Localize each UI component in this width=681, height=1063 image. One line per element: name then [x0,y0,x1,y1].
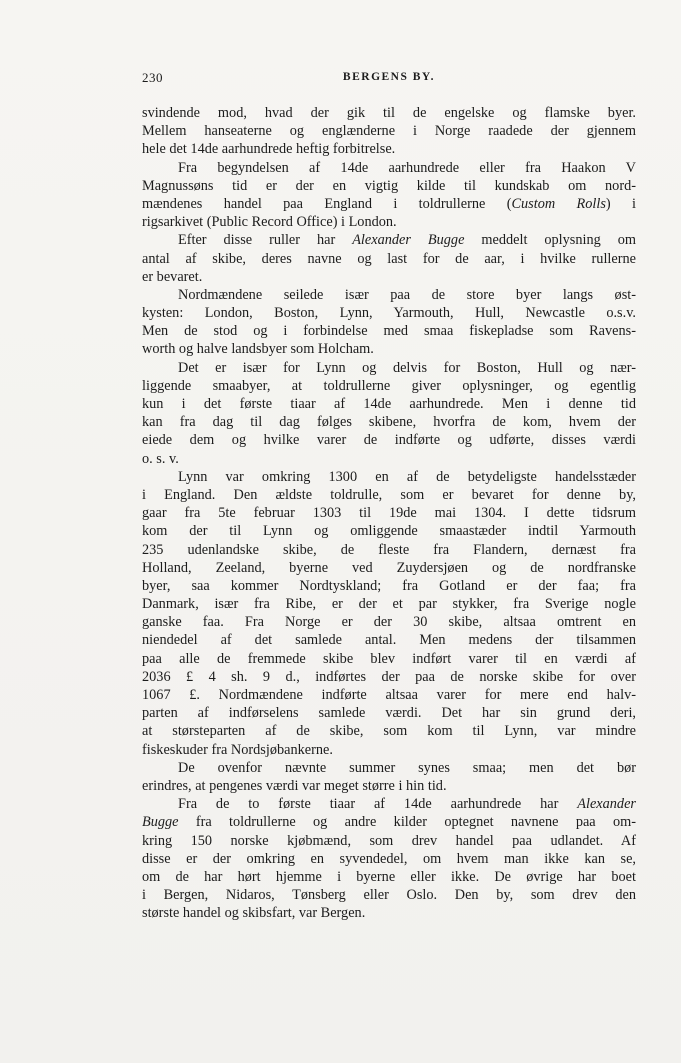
page-number: 230 [142,70,163,85]
text-line: kysten: London, Boston, Lynn, Yarmouth, Hull, Newcastle o.s.v. [142,305,636,322]
text-line: liggende smaabyer, at toldrullerne giver oplysninger, og egentlig [142,377,636,394]
running-title: BERGENS BY. [342,71,436,83]
text-line: om de har hørt hjemme i byerne eller ikke. De øvrige har boet [142,868,636,885]
page-header [142,70,636,90]
text-line: Det er især for Lynn og delvis for Boston, Hull og nær- [178,359,636,376]
text-line: Fra de to første tiaar af 14de aarhundrede har Alexander [178,796,636,813]
text-line: svindende mod, hvad der gik til de engelske og flamske byer. [142,105,636,121]
text-line: parten af indførselens samlede værdi. Det har sin grund deri, [142,705,636,722]
italic-author: Alexander Bugge [352,232,465,249]
text-line: hele det 14de aarhundrede heftig forbitrelse. [142,141,396,158]
body-text [142,104,636,922]
text-line: o. s. v. [142,450,179,467]
text-line: worth og halve landsbyer som Holcham. [142,341,374,358]
italic-author: Alexander [577,796,636,813]
text-line: Bugge fra toldrullerne og andre kilder optegnet navnene paa om- [142,814,636,831]
italic-term: Custom Rolls [511,195,606,212]
text-line: eiede dem og hvilke varer de indførte og udførte, disses værdi [142,432,636,449]
text-line: kan fra dag til dag følges skibene, hvorfra de kom, hvem der [142,414,636,431]
text-line: Fra begyndelsen af 14de aarhundrede eller fra Haakon V [178,159,636,176]
text-line: kun i det første tiaar af 14de aarhundrede. Men i denne tid [142,396,636,412]
text-line: byer, saa kommer Nordtyskland; fra Gotland er der faa; fra [142,577,636,594]
text-line: ganske faa. Fra Norge er der 30 skibe, altsaa omtrent en [142,614,636,631]
text-line: Magnussøns tid er der en vigtig kilde til kundskab om nord- [142,177,636,194]
text-line: kom der til Lynn og omliggende smaastæder indtil Yarmouth [142,523,636,540]
text-line: største handel og skibsfart, var Bergen. [142,905,366,922]
text-line: erindres, at pengenes værdi var meget større i hin tid. [142,777,447,794]
text-line: paa alle de fremmede skibe blev indført varer til en værdi af [142,650,636,667]
text-line: er bevaret. [142,268,203,285]
text-line: rigsarkivet (Public Record Office) i London. [142,214,397,231]
text-line: kring 150 norske kjøbmænd, som drev handel paa udlandet. Af [142,832,636,849]
text-line: disse er der omkring en syvendedel, om hvem man ikke kan se, [142,850,636,867]
text-line: Danmark, især fra Ribe, er der et par stykker, fra Sverige nogle [142,596,636,613]
text-line: 1067 £. Nordmændene indførte altsaa varer for mere end halv- [142,687,636,703]
text-line: Nordmændene seilede især paa de store byer langs øst- [178,286,636,303]
text-line: 235 udenlandske skibe, de fleste fra Flandern, dernæst fra [142,541,636,558]
text-line: gaar fra 5te februar 1303 til 19de mai 1304. I dette tidsrum [142,505,636,522]
text-line: niendedel af det samlede antal. Men medens der tilsammen [142,632,636,649]
text-line: i Bergen, Nidaros, Tønsberg eller Oslo. Den by, som drev den [142,887,636,904]
text-line: i England. Den ældste toldrulle, som er bevaret for denne by, [142,486,636,503]
text-line: mændenes handel paa England i toldrullerne (Custom Rolls) i [142,195,636,212]
text-line: antal af skibe, deres navne og last for de aar, i hvilke rullerne [142,250,636,267]
text-line: Efter disse ruller har Alexander Bugge meddelt oplysning om [178,232,636,249]
text-line: at størsteparten af de skibe, som kom til Lynn, var mindre [142,723,636,740]
italic-author: Bugge [142,814,179,831]
text-line: fiskeskuder fra Nordsjøbankerne. [142,741,333,758]
text-line: De ovenfor nævnte summer synes smaa; men det bør [178,759,636,776]
text-line: Men de stod og i forbindelse med smaa fiskepladse som Ravens- [142,323,636,340]
text-line: Mellem hanseaterne og englænderne i Norge raadede der gjennem [142,123,636,140]
text-line: 2036 £ 4 sh. 9 d., indførtes der paa de norske skibe for over [142,668,636,685]
text-line: Lynn var omkring 1300 en af de betydeligste handelsstæder [178,468,636,485]
text-line: Holland, Zeeland, byerne ved Zuydersjøen og de nordfranske [142,559,636,576]
